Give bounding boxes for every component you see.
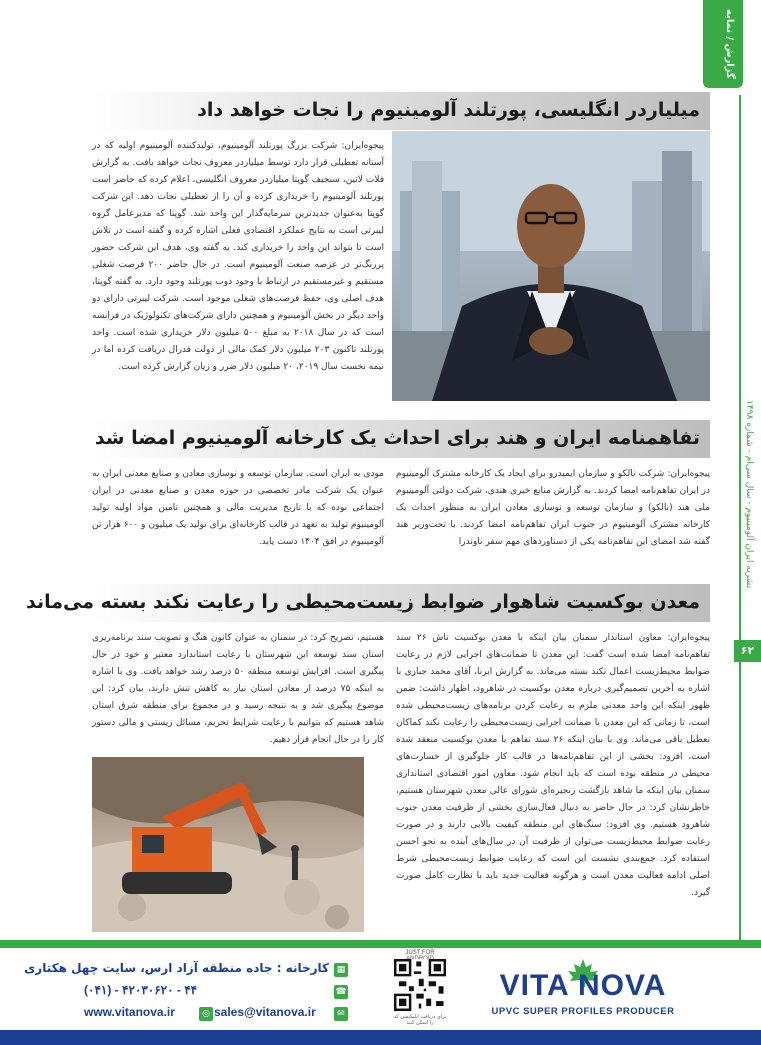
qr-note: برای دریافت اپلیکیشن کد را اسکن کنید <box>393 1014 447 1026</box>
excavator-illustration <box>92 757 364 932</box>
phone-text: (۰۴۱) - ۴۲۰۳۰۶۲۰ - ۴۴ <box>84 983 198 997</box>
brand-logo <box>483 959 683 1019</box>
article2-headline-bar <box>90 420 710 458</box>
qr-caption: JUST FOR <box>405 950 435 956</box>
article1-photo <box>392 131 710 401</box>
qr-block <box>392 950 448 1026</box>
web-line <box>84 1005 374 1023</box>
globe-icon: ◎ <box>199 1007 213 1021</box>
article2-headline: تفاهمنامه ایران و هند برای احداث یک کارخانه آلومینیوم امضا شد <box>94 427 700 449</box>
portrait-illustration <box>392 131 710 401</box>
footer-blue-band <box>0 1030 761 1045</box>
issue-info: نشریه ایران آلومینیوم - سال سی‌ام - شماره ۱۴۹۸ <box>744 400 754 589</box>
article3-body-left: هستیم، تصریح کرد: در سمنان به عنوان کانون هنگ و تصویب سند برنامه‌ریزی استان سند توسعه این شهرستان با رعایت استاندارد معتبر و خود در حال پیگیری است. افزایش توسعه منطقه ۵۰ درصد رشد خواهد یافت. وی با اشاره به اینکه ۷۵ درصد از معادن استان نیاز به کاهش تنش دارند، بیان کرد: این موضوع پیگیری شد و به نتیجه رسید و در مجموع برای منطقه شرق استان شاهد هستیم که بتوانیم با رعایت شرایط تحریم، مسائل زیستی و مالی دستور کار را در حال انجام قرار دهیم. <box>92 633 384 745</box>
article1-headline: میلیاردر انگلیسی، پورتلند آلومینیوم را نجات خواهد داد <box>197 99 700 121</box>
factory-icon: ▦ <box>334 963 348 977</box>
email-text[interactable]: sales@vitanova.ir <box>214 1005 316 1019</box>
address-line <box>24 961 374 979</box>
address-text: کارخانه : جاده منطقه آزاد ارس، سایت چهل هکتاری <box>24 961 329 975</box>
brand-tagline: UPVC SUPER PROFILES PRODUCER <box>491 1006 675 1017</box>
website-text[interactable]: www.vitanova.ir <box>84 1005 175 1019</box>
email-icon: ✉ <box>334 1007 348 1021</box>
article3-body-right: پیجوه‌ایران: معاون استاندار سمنان بیان اینکه با معدن بوکسیت تاش ۲۶ سند تفاهم‌نامه امضا شده است گفت: این معدن تا ضمانت‌های اجرایی لازم در رعایت ضوابط محیط‌زیست اعمال نکند بسته می‌ماند. به گزارش ایرنا، آقای محمد جباری با اشاره به آخرین تصمیم‌گیری درباره معدن بوکسیت در شاهرود، اظهار داشت: ضمن ظهور اینکه این واحد معدنی ملزم به رعایت کردن برنامه‌های زیست‌محیطی شده است، تا زمانی که این معدن با ضمانت اجرایی زیست‌محیطی را رعایت نکند کماکان تعطیل باقی می‌ماند. وی با بیان اینکه ۲۶ سند تفاهم با معدن بوکسیت منعقد شده است، افزود: بخشی از این تفاهم‌نامه‌ها در قالب کار جلوگیری از خسارت‌های محیطی در منطقه بوده است که باید انجام شود. معاون امور اقتصادی استانداری سمنان بیان اینکه ما شاهد بازگشت زنجیره‌ای شورای عالی معدن شهرستان هستیم، خاطرنشان کرد: در حال حاضر به دنبال فعال‌سازی بخشی از ظرفیت معدن جنوب شاهرود هستیم. وی افزود: سنگ‌های این منطقه کیفیت بالایی دارند و در صورت رعایت ضوابط محیط‌زیست می‌توان از ظرفیت آن در سال‌های آینده به نحو احسن استفاده کرد. جمع‌بندی نشست این است که رعایت ضوابط زیست‌محیطی شرط اصلی ادامه فعالیت معدن است و هرگونه فعالیت جدید باید با نظارت کامل صورت گیرد. <box>396 633 711 898</box>
article2-body-left: مودی به ایران است. سازمان توسعه و نوسازی معادن و صنایع معدنی ایران به عنوان یک شرکت مادر تخصصی در حوزه معدن و صنایع معدنی در ایران اجتماعی بوده که با تاریخ مدیریت مالی و همچنین تامین مواد اولیه تولید آلومینیوم تولید به تعهد در قالب کارخانه‌ای برای تولید یک میلیون و ۶۰۰ هزار تن آلومینیوم در افق ۱۴۰۴ دست یابد. <box>92 469 384 547</box>
phone-icon: ☎ <box>335 987 347 997</box>
footer-green-band <box>0 940 761 948</box>
section-tab-label: گزارش / نمایه <box>724 9 735 79</box>
article3-photo <box>92 757 364 932</box>
phone-line <box>84 983 374 1001</box>
qr-code-icon[interactable] <box>394 959 446 1011</box>
article1-body: پیجوه‌ایران: شرکت بزرگ پورتلند آلومینیوم، تولیدکننده آلومینیوم اولیه که در آستانه تعطیلی قرار دارد توسط میلیاردر معروف نجات خواهد یافت. به گزارش فلات لاتین، سنجیف گوپتا میلیاردر معروف انگلیسی، اعلام کرده که حاضر است پورتلند آلومینیوم را خریداری کرده و آن را از تعطیلی نجات دهد. این شرکت گوپتا به‌عنوان جدیدترین سرمایه‌گذار این واحد شد. گوپتا که مدیرعامل گروه لیبرتی است به نتایج عملکرد اقتصادی فعلی اشاره کرده و گفته است در تلاش است تا بتواند این واحد را خریداری کند. به گفته وی، هدف این شرکت حضور پررنگ‌تر در عرصه صنعت آلومینیوم است. در حال حاضر ۲۰۰ فرصت شغلی مستقیم و غیرمستقیم در ارتباط با وجود ذوب پورتلند وجود دارد. به گفته گوپتا، هدف اصلی وی، حفظ فرصت‌های شغلی موجود است. شرکت لیبرتی دارای دو واحد دیگر در بخش آلومینیوم و همچنین دارای شرکت‌های تکنولوژیک در فرانسه است که در سال ۲۰۱۸ به مبلغ ۵۰۰ میلیون دلار خریداری شده است. واحد پورتلند تاکنون ۲۰۳ میلیون دلار کمک مالی از دولت فدرال دریافت کرده اما در نیمه نخست سال ۲۰۱۹، ۲۰ میلیون دلار ضرر و زیان گزارش کرده است. <box>92 141 385 372</box>
brand-name: VITA NOVA <box>499 969 667 1002</box>
article2-body-right: پیجوه‌ایران: شرکت نالکو و سازمان ایمیدرو برای ایجاد یک کارخانه مشترک آلومینیوم در ایران تفاهم‌نامه امضا کردند. به گزارش منابع خبری هندی، شرکت دولتی آلومینیوم ملی هند (نالکو) و سازمان توسعه و نوسازی معادن ایران به منظور احداث یک کارخانه مشترک آلومینیوم در جنوب ایران تفاهم‌نامه امضا کردند. با تحت‌وزیر هند گفته شد امضای این تفاهم‌نامه یکی از دستاوردهای مهم سفر ناوندرا <box>396 469 710 547</box>
page-number: ۶۲ <box>734 640 761 662</box>
article3-headline: معدن بوکسیت شاهوار ضوابط زیست‌محیطی را رعایت نکند بسته می‌ماند <box>26 591 700 613</box>
article1-headline-bar <box>90 92 710 130</box>
section-tab <box>703 0 743 88</box>
article3-headline-bar <box>26 584 710 622</box>
